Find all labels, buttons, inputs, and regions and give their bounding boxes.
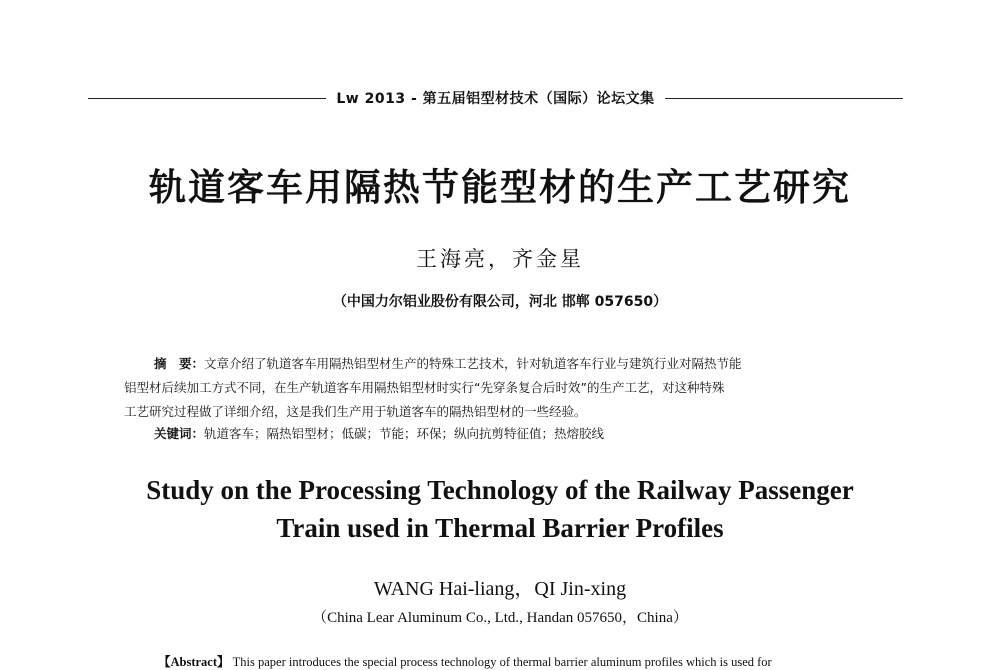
running-head bbox=[88, 88, 903, 108]
paper-title-english-line-2: Train used in Thermal Barrier Profiles bbox=[276, 513, 724, 543]
abstract-english-label: 【Abstract】 bbox=[158, 655, 230, 669]
running-head-rule-left bbox=[88, 98, 326, 99]
affiliation-english: （China Lear Aluminum Co., Ltd., Handan 057650，China） bbox=[312, 610, 688, 626]
paper-title-english-line-1: Study on the Processing Technology of the Railway Passenger bbox=[146, 475, 854, 505]
paper-title-chinese: 轨道客车用隔热节能型材的生产工艺研究 bbox=[149, 166, 851, 209]
abstract-chinese-line-2: 铝型材后续加工方式不同，在生产轨道客车用隔热铝型材时实行“先穿条复合后时效”的生产工艺，对这种特殊 bbox=[124, 380, 725, 395]
abstract-english bbox=[158, 652, 878, 670]
keywords-chinese-label: 关键词： bbox=[154, 426, 205, 441]
abstract-english-text: This paper introduces the special process technology of thermal barrier aluminum profiles which is used for bbox=[232, 655, 772, 669]
running-head-text: Lw 2013 - 第五届铝型材技术（国际）论坛文集 bbox=[336, 91, 655, 107]
abstract-chinese-label: 摘 要： bbox=[154, 356, 205, 371]
running-head-rule-right bbox=[665, 98, 903, 99]
abstract-chinese-line-3: 工艺研究过程做了详细介绍，这是我们生产用于轨道客车的隔热铝型材的一些经验。 bbox=[124, 404, 587, 419]
abstract-chinese-text-1: 文章介绍了轨道客车用隔热铝型材生产的特殊工艺技术，针对轨道客车行业与建筑行业对隔热节能 bbox=[204, 356, 742, 371]
affiliation-chinese: （中国力尔铝业股份有限公司，河北 邯郸 057650） bbox=[332, 294, 668, 310]
authors-english: WANG Hai-liang，QI Jin-xing bbox=[373, 578, 627, 600]
abstract-chinese bbox=[124, 352, 882, 424]
keywords-chinese bbox=[154, 424, 882, 442]
paper-title-english bbox=[0, 471, 1000, 547]
keywords-chinese-text: 轨道客车；隔热铝型材；低碳；节能；环保；纵向抗剪特征值；热熔胶线 bbox=[204, 426, 605, 441]
abstract-chinese-line-1 bbox=[124, 352, 882, 376]
authors-chinese: 王海亮，齐金星 bbox=[416, 247, 584, 271]
